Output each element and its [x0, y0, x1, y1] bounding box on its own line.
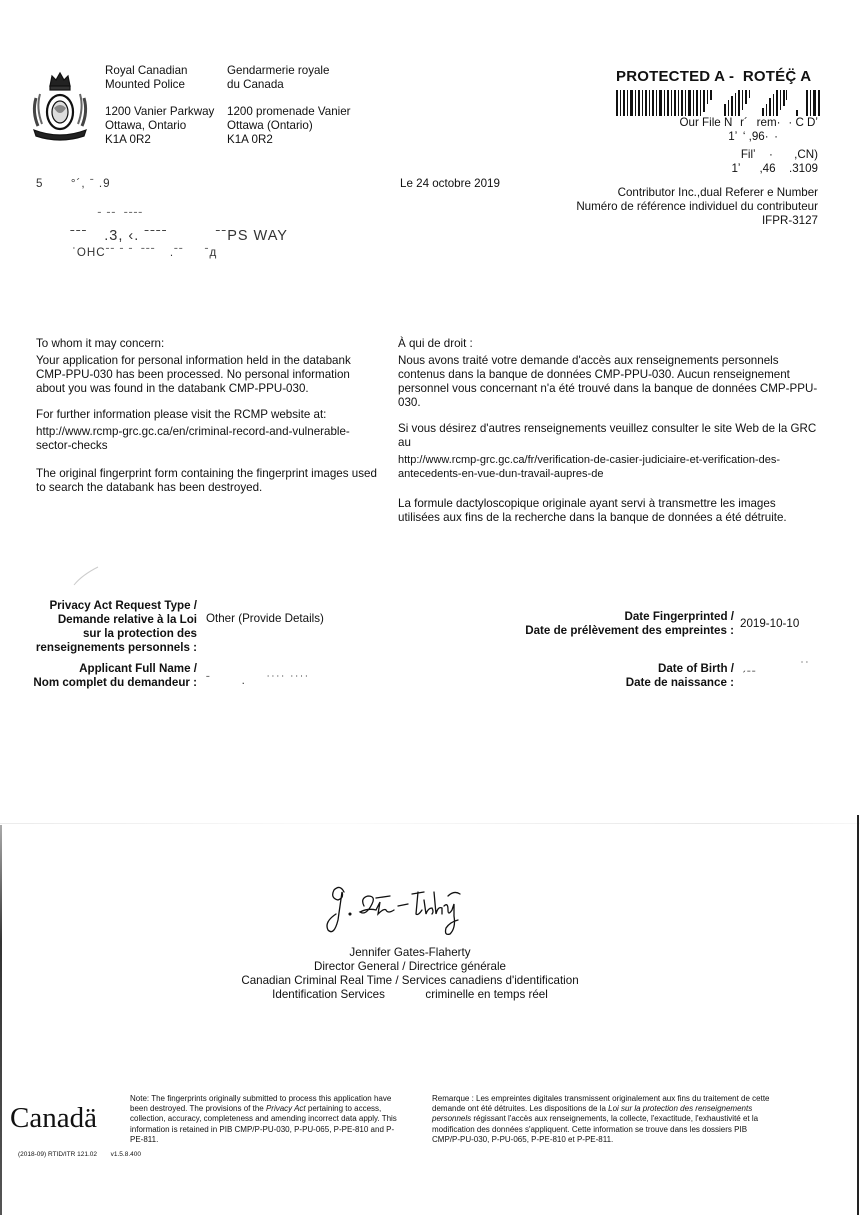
request-type-label-line: renseignements personnels :	[35, 641, 197, 654]
signatory-name: Jennifer Gates-Flaherty	[349, 946, 471, 959]
recipient-line-2-redacted: ˉ ˉˉ ˉˉˉˉ	[80, 210, 144, 223]
org-name-en-line-2: Mounted Police	[105, 78, 185, 91]
rcmp-link-en-cont[interactable]: sector-checks	[36, 439, 108, 452]
body-en-para1-line: Your application for personal information held in the databank	[36, 354, 351, 367]
barcode-icon	[616, 90, 820, 116]
footer-note-fr	[432, 1094, 777, 1145]
salutation-fr: À qui de droit :	[398, 337, 473, 350]
address-en-line-3: K1A 0R2	[105, 133, 151, 146]
rcmp-crest-icon	[28, 68, 92, 144]
recipient-street-redacted: ˉˉˉ .3, ‹. ˉˉˉˉ ˉˉPS WAY	[70, 228, 288, 244]
date-of-birth-label-line: Date de naissance :	[625, 676, 734, 689]
footer-note-fr-text: Remarque : Les empreintes digitales transmissent originalement aux fins du traitement de cette demande ont été détruites. Les dispositions de la	[432, 1094, 770, 1114]
address-fr	[227, 105, 351, 147]
file-number-value: 1ʼ ,46 .3109	[731, 162, 818, 175]
contributor-reference-number: IFPR-3127	[761, 214, 818, 227]
privacy-act-title: Privacy Act	[265, 1104, 306, 1114]
date-of-birth-label	[480, 662, 734, 690]
date-fingerprinted-label-line: Date de prélèvement des empreintes :	[525, 624, 734, 637]
our-file-label: Our File N r´ rem· · C Dʼ	[679, 116, 818, 129]
fold-line	[0, 823, 860, 824]
body-fr-website-intro: Si vous désirez d'autres renseignements veuillez consulter le site Web de la GRC	[398, 422, 817, 435]
our-file-value: 1ʼ ‘ ,96· ·	[728, 130, 778, 143]
body-french	[398, 337, 818, 525]
body-english	[36, 337, 381, 495]
org-name-fr-line-1: Gendarmerie royale	[227, 64, 330, 77]
applicant-name-label-line: Applicant Full Name /	[79, 662, 197, 675]
rcmp-link-fr[interactable]: http://www.rcmp-grc.gc.ca/fr/verification-de-casier-judiciaire-et-verification-des-	[398, 454, 781, 466]
org-name-en-line-1: Royal Canadian	[105, 64, 188, 77]
body-fr-para3-line: utilisées aux fins de la recherche dans la banque de données a été détruite.	[398, 511, 787, 524]
body-fr-para1-line: contenus dans la banque de données CMP-PPU-030. Aucun renseignement	[398, 368, 790, 381]
applicant-name-label-line: Nom complet du demandeur :	[33, 676, 197, 689]
scan-edge-left	[0, 825, 2, 1215]
canada-wordmark-text: Canadä	[10, 1102, 97, 1134]
body-fr-para3-line: La formule dactyloscopique originale ayant servi à transmettre les images	[398, 497, 776, 510]
date-fingerprinted-label-line: Date Fingerprinted /	[624, 610, 734, 623]
file-number-block	[558, 148, 818, 176]
date-fingerprinted-label	[480, 610, 734, 638]
request-type-label-line: Demande relative à la Loi	[57, 613, 197, 626]
body-fr-para1-line: personnel vous concernant n'a été trouvé dans la banque de données CMP-PPU-	[398, 382, 818, 395]
footer-note-en-text-cont: pertaining to access, collection, accuracy, completeness and amending incorrect data apply. This information is retained in PIB CMP/P-PU-030, P-PU-065, P-PE-810 and P-PE-811.	[130, 1104, 397, 1144]
date-of-birth-label-line: Date of Birth /	[657, 662, 734, 675]
contributor-reference-block	[498, 186, 818, 228]
loi-title: Loi sur la protection des renseignements personnels	[432, 1104, 753, 1124]
date-of-birth-value-redacted: ˏˍˍ ˙˙	[742, 660, 811, 673]
handwritten-signature-icon	[320, 880, 470, 938]
org-name-fr-line-2: du Canada	[227, 78, 284, 91]
body-en-para3-line: to search the databank has been destroyed.	[36, 481, 263, 494]
body-fr-website-intro-cont: au	[398, 436, 411, 449]
stray-mark	[72, 565, 100, 587]
rcmp-link-fr-cont[interactable]: antecedents-en-vue-dun-travail-aupres-de	[398, 468, 604, 480]
org-name-fr	[227, 64, 329, 92]
footer-note-en-text: Note: The fingerprints originally submitted to process this application have been destroyed. The provisions of the	[130, 1094, 392, 1114]
letter-date: Le 24 octobre 2019	[400, 177, 500, 190]
form-identifier	[18, 1151, 141, 1159]
applicant-name-label	[20, 662, 197, 690]
recipient-city-redacted: ˈOHCˉˉ ˉ ˉ ˉˉˉ .ˉˉ ˉд	[72, 246, 218, 259]
body-en-para1-line: about you was found in the databank CMP-PPU-030.	[36, 382, 309, 395]
request-type-label-line: sur la protection des	[82, 627, 197, 640]
signatory-block	[210, 946, 610, 1002]
address-en-line-2: Ottawa, Ontario	[105, 119, 187, 132]
signatory-department-en: Identification Services	[272, 988, 385, 1001]
applicant-name-value-redacted: ˉ . ˙˙˙˙ ˙˙˙˙	[206, 674, 310, 687]
signatory-department-fr: criminelle en temps réel	[425, 988, 548, 1001]
footer-note-fr-text-cont: régissant l'accès aux renseignements, la collecte, l'exactitude, l'exhaustivité et la modification des données s'appliquent. Cette information se trouve dans les dossiers PIB CMP/P-PU-030, P-PU-065, P-PE-810 et P-PE-811.	[432, 1114, 759, 1144]
contributor-label-en: Contributor Inc.,dual Referer e Number	[617, 186, 818, 199]
salutation-en: To whom it may concern:	[36, 337, 165, 350]
body-fr-para1-line: 030.	[398, 396, 421, 409]
body-en-para1-line: CMP-PPU-030 has been processed. No personal information	[36, 368, 350, 381]
address-fr-line-2: Ottawa (Ontario)	[227, 119, 313, 132]
request-type-label	[20, 599, 197, 655]
request-type-label-line: Privacy Act Request Type /	[49, 599, 197, 612]
form-code: (2018-09) RTID/ITR 121.02	[18, 1151, 97, 1158]
recipient-line-1-redacted: 5 °´, ˉ .9	[36, 177, 111, 190]
signatory-department-line-2	[210, 988, 610, 1002]
body-en-website-intro: For further information please visit the RCMP website at:	[36, 408, 327, 421]
address-en-line-1: 1200 Vanier Parkway	[105, 105, 215, 118]
org-name-en	[105, 64, 188, 92]
date-fingerprinted-value: 2019-10-10	[740, 617, 800, 630]
form-version: v1.5.8.400	[110, 1151, 141, 1158]
address-fr-line-1: 1200 promenade Vanier	[227, 105, 351, 118]
scan-edge-right	[857, 815, 859, 1215]
file-number-label: Filʼ · ,CN)	[740, 148, 818, 161]
rcmp-link-en[interactable]: http://www.rcmp-grc.gc.ca/en/criminal-record-and-vulnerable-	[36, 425, 350, 438]
canada-wordmark-logo	[10, 1102, 97, 1134]
signatory-title: Director General / Directrice générale	[313, 960, 507, 973]
our-file-block	[558, 116, 818, 144]
footer-note-en	[130, 1094, 402, 1145]
body-fr-para1-line: Nous avons traité votre demande d'accès aux renseignements personnels	[398, 354, 779, 367]
contributor-label-fr: Numéro de référence individuel du contributeur	[576, 200, 818, 213]
signatory-department-line-1: Canadian Criminal Real Time / Services canadiens d'identification	[241, 974, 579, 987]
address-en	[105, 105, 214, 147]
request-type-value: Other (Provide Details)	[206, 612, 324, 625]
address-fr-line-3: K1A 0R2	[227, 133, 273, 146]
protected-a-banner: PROTECTED A - ROTÉÇ̈ A	[616, 68, 812, 85]
body-en-para3-line: The original fingerprint form containing the fingerprint images used	[36, 467, 377, 480]
